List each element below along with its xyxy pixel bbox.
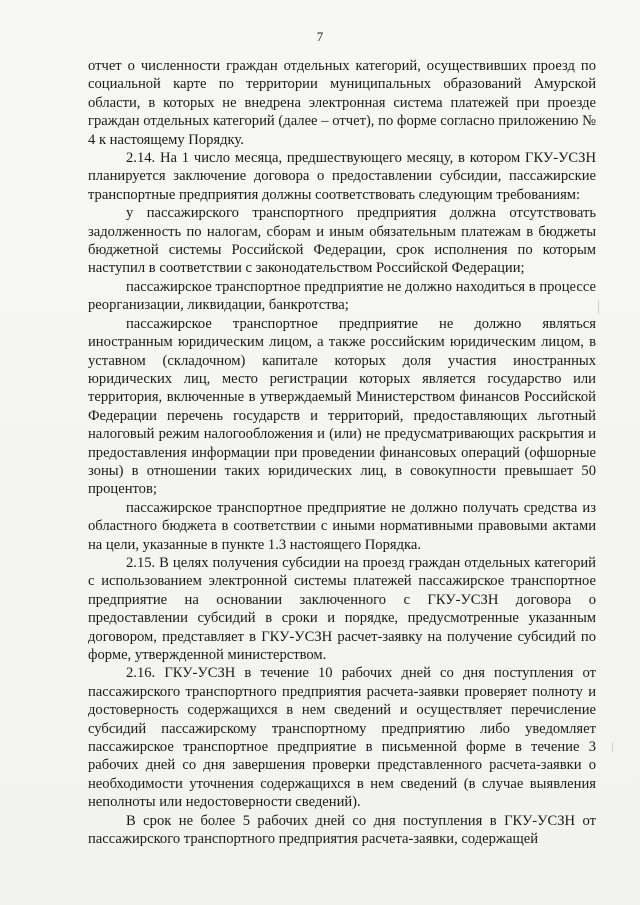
paragraph-2-16: 2.16. ГКУ-УСЗН в течение 10 рабочих дней со дня поступления от пассажирского транспортного предприятия расчета-заявки проверяет полноту и достоверность содержащихся в нем сведений и осуществляет перечисление субсидий пассажирскому транспортному предприятию либо уведомляет пассажирское транспортное предприятие в письменной форме в течение 3 рабочих дней со дня завершения проверки представленного расчета-заявки о необходимости уточнения содержащихся в нем сведений (в случае выявления неполноты или недостоверности сведений). xyxy=(88,665,596,811)
scan-artifact xyxy=(612,742,613,752)
paragraph-review-deadline: В срок не более 5 рабочих дней со дня поступления в ГКУ-УСЗН от пассажирского транспортного предприятия расчета-заявки, содержащей xyxy=(88,812,596,848)
requirement-not-foreign-entity: пассажирское транспортное предприятие не должно являться иностранным юридическим лицом, а также российским юридическим лицом, в уставном (складочном) капитале которых доля участия иностранных юридических лиц, место регистрации которых является государство или территория, включенные в утверждаемый Министерством финансов Российской Федерации перечень государств и территорий, предоставляющих льготный налоговый режим налогообложения и (или) не предусматривающих раскрытия и предоставления информации при проведении финансовых операций (офшорные зоны) в отношении таких юридических лиц, в совокупности превышает 50 процентов; xyxy=(88,315,596,498)
scan-artifact xyxy=(598,300,599,314)
requirement-no-reorganization: пассажирское транспортное предприятие не должно находиться в процессе реорганизации, ликвидации, банкротства; xyxy=(88,278,596,314)
paragraph-2-14: 2.14. На 1 число месяца, предшествующего месяцу, в котором ГКУ-УСЗН планируется заключение договора о предоставлении субсидии, пассажирские транспортные предприятия должны соответствовать следующим требованиям: xyxy=(88,150,596,203)
paragraph-report-continuation: отчет о численности граждан отдельных категорий, осуществивших проезд по социальной карте по территории муниципальных образований Амурской области, в которых не внедрена электронная система платежей при проезде граждан отдельных категорий (далее – отчет), по форме согласно приложению № 4 к настоящему Порядку. xyxy=(88,58,596,148)
document-body xyxy=(88,57,596,848)
requirement-no-other-funding: пассажирское транспортное предприятие не должно получать средства из областного бюджета в соответствии с иными нормативными правовыми актами на цели, указанные в пункте 1.3 настоящего Порядка. xyxy=(88,499,596,553)
requirement-no-tax-debt: у пассажирского транспортного предприятия должна отсутствовать задолженность по налогам, сборам и иным обязательным платежам в бюджеты бюджетной системы Российской Федерации, срок исполнения по которым наступил в соответствии с законодательством Российской Федерации; xyxy=(88,205,596,277)
paragraph-2-15: 2.15. В целях получения субсидии на проезд граждан отдельных категорий с использованием электронной системы платежей пассажирское транспортное предприятие на основании заключенного с ГКУ-УСЗН договора о предоставлении субсидий в сроки и порядке, предусмотренные указанным договором, представляет в ГКУ-УСЗН расчет-заявку на получение субсидий по форме, утвержденной министерством. xyxy=(88,554,596,663)
page-number: 7 xyxy=(316,29,324,44)
